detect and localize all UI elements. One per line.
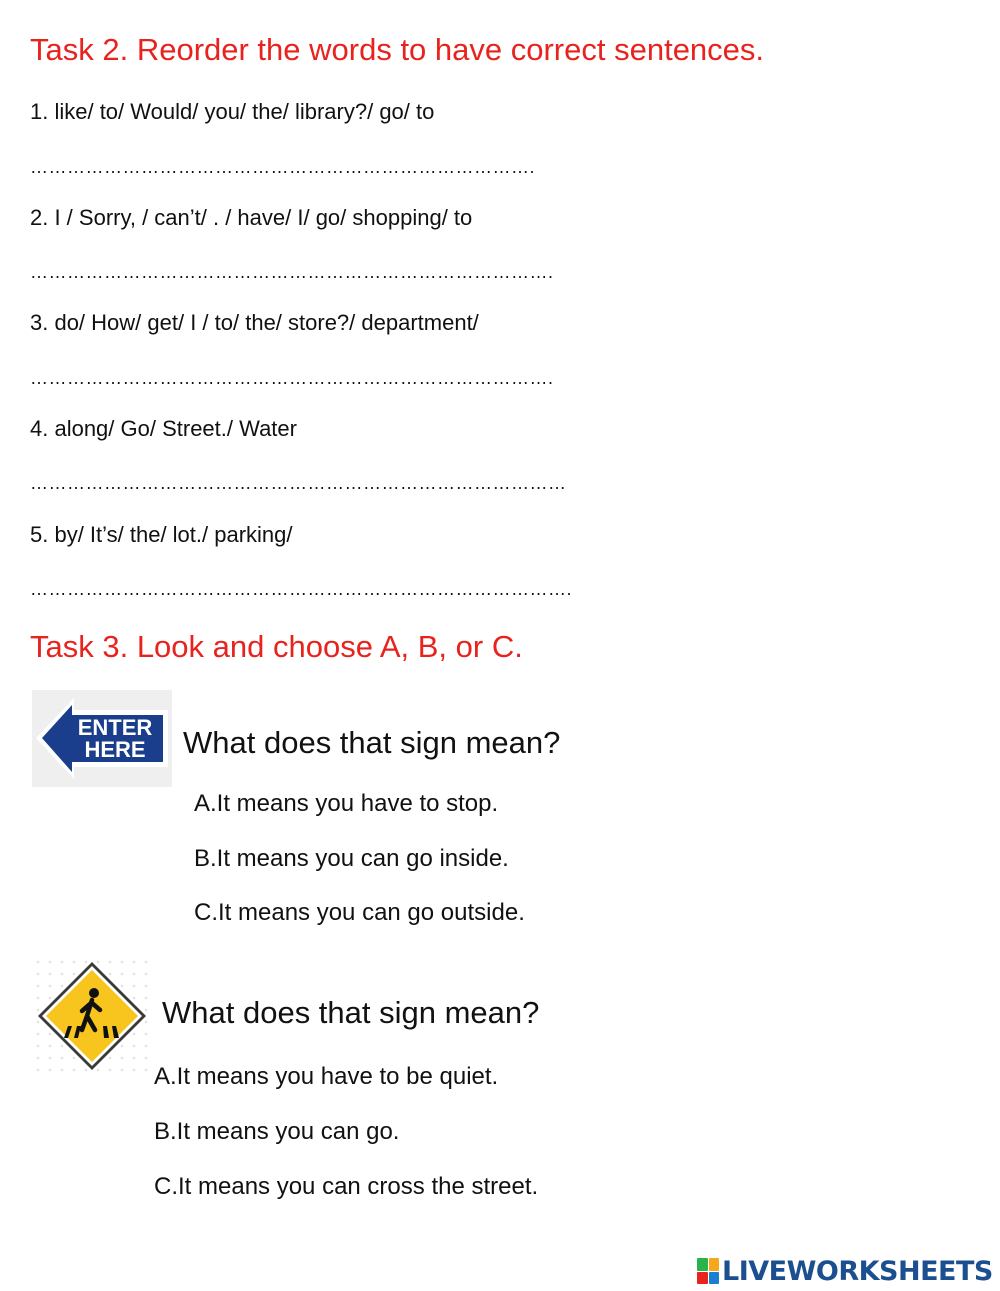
task3-q2-option-a[interactable]: A.It means you have to be quiet. xyxy=(154,1063,499,1090)
enter-here-sign xyxy=(32,690,172,787)
enter-here-arrow-icon xyxy=(32,690,172,787)
task2-item-4-prompt: 4. along/ Go/ Street./ Water xyxy=(30,416,297,441)
enter-sign-line1: ENTER xyxy=(77,715,153,740)
task3-q1-option-c[interactable]: C.It means you can go outside. xyxy=(194,899,525,926)
brand-name: LIVEWORKSHEETS xyxy=(722,1255,993,1287)
task2-item-2-prompt: 2. I / Sorry, / can’t/ . / have/ I/ go/ shopping/ to xyxy=(30,205,473,230)
task3-q2-option-b[interactable]: B.It means you can go. xyxy=(154,1118,400,1145)
task2-heading: Task 2. Reorder the words to have correct sentences. xyxy=(30,32,765,67)
liveworksheets-brand xyxy=(697,1256,993,1286)
pedestrian-crossing-sign xyxy=(32,956,152,1074)
task3-q2-option-c[interactable]: C.It means you can cross the street. xyxy=(154,1173,539,1200)
task2-item-1-prompt: 1. like/ to/ Would/ you/ the/ library?/ go/ to xyxy=(30,99,435,124)
task3-question-2: What does that sign mean? xyxy=(162,995,540,1030)
enter-sign-line2: HERE xyxy=(84,737,146,762)
task2-item-1-answer-line[interactable]: ………………………………………………………………………. xyxy=(30,158,536,176)
task2-item-2-answer-line[interactable]: …………………………………………………………………………. xyxy=(30,263,554,281)
task2-item-5-prompt: 5. by/ It’s/ the/ lot./ parking/ xyxy=(30,522,293,547)
task2-item-5-answer-line[interactable]: ……………………………………………………………………………. xyxy=(30,580,573,598)
pedestrian-crossing-icon xyxy=(32,956,152,1074)
liveworksheets-logo-icon xyxy=(697,1258,719,1284)
task3-heading: Task 3. Look and choose A, B, or C. xyxy=(30,629,523,664)
task3-q1-option-b[interactable]: B.It means you can go inside. xyxy=(194,845,509,872)
task2-item-4-answer-line[interactable]: …………………………………………………………………………… xyxy=(30,474,567,492)
task2-item-3-answer-line[interactable]: …………………………………………………………………………. xyxy=(30,369,554,387)
task3-question-1: What does that sign mean? xyxy=(183,725,561,760)
task2-item-3-prompt: 3. do/ How/ get/ I / to/ the/ store?/ department/ xyxy=(30,310,479,335)
task3-q1-option-a[interactable]: A.It means you have to stop. xyxy=(194,790,499,817)
